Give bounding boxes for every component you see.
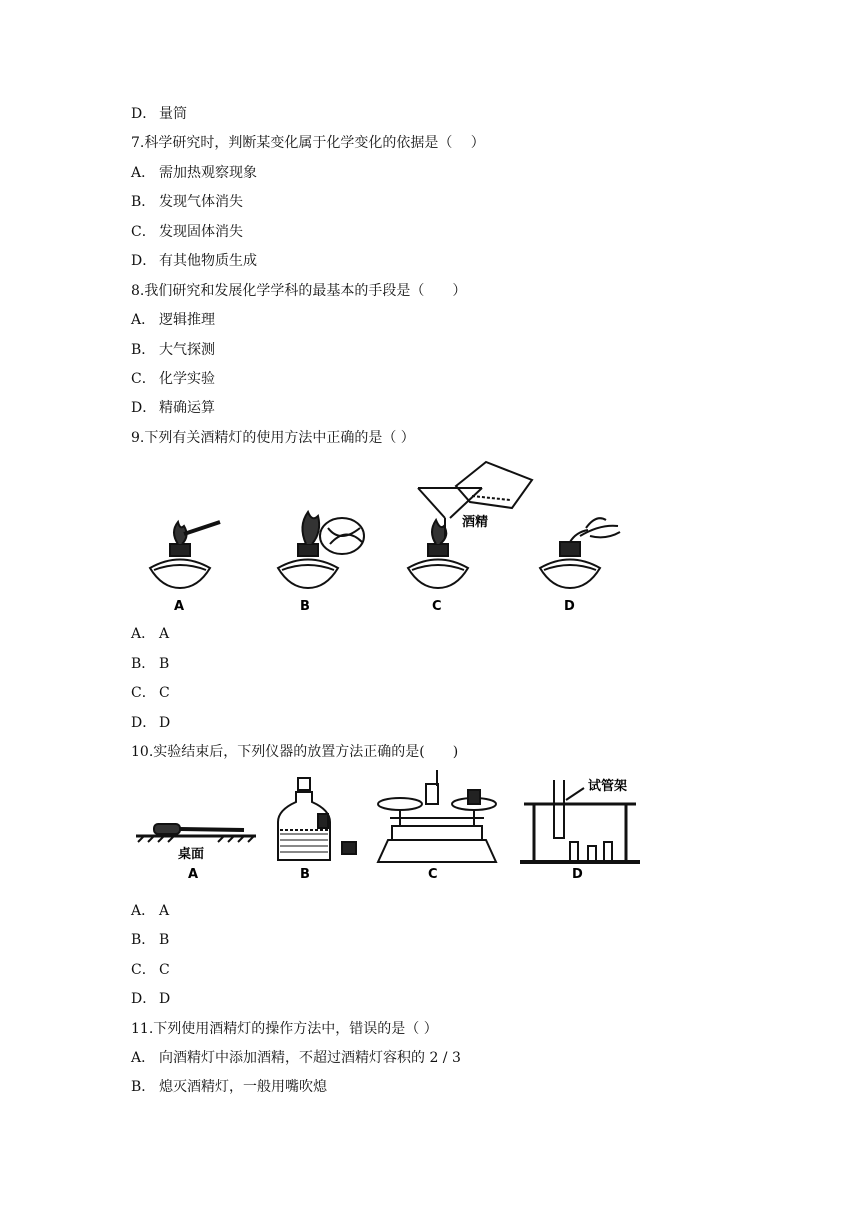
q8-option-a [131,310,215,330]
figure-label-c: C [428,867,438,882]
q8-option-c [131,369,215,389]
lamp-b-icon [278,512,364,588]
q8-option-b [131,340,215,360]
option-text: 需加热观察现象 [159,165,257,181]
option-label: B． [131,194,156,210]
figure-label-b: B [300,867,310,882]
option-label: C． [131,962,156,978]
option-text: D [159,715,171,731]
rack-label: 试管架 [588,779,628,794]
option-text: A [159,903,170,919]
option-text: C [159,962,170,978]
option-text: B [159,656,170,672]
option-label: A． [131,903,156,919]
question-10: 10.实验结束后，下列仪器的放置方法正确的是( ) [131,744,459,760]
option-label: D． [131,253,157,269]
q7-option-c [131,222,243,242]
lamp-a-icon [150,522,220,588]
figure-label-b: B [300,599,310,614]
option-label: C． [131,224,156,240]
option-text: 化学实验 [159,371,215,387]
option-label: A． [131,1050,156,1066]
q10-option-c [131,960,170,980]
q7-option-d [131,251,257,271]
question-9: 9.下列有关酒精灯的使用方法中正确的是（ ） [131,430,415,446]
q11-option-b [131,1077,327,1097]
option-text: 发现气体消失 [159,194,243,210]
q10-option-d [131,989,170,1009]
question-8: 8.我们研究和发展化学学科的最基本的手段是（ ） [131,283,467,299]
option-text: 发现固体消失 [159,224,243,240]
option-text: 大气探测 [159,342,215,358]
q8-option-d [131,398,215,418]
option-label: B． [131,342,156,358]
option-label: A． [131,626,156,642]
option-text: 熄灭酒精灯，一般用嘴吹熄 [159,1079,327,1095]
q10-option-b [131,930,169,950]
alcohol-callout: 酒精 [462,515,489,530]
option-label: B． [131,932,156,948]
figure-label-d: D [564,599,575,614]
option-d-prev [131,104,187,124]
option-text: A [159,626,170,642]
q7-option-a [131,163,257,183]
q9-option-c [131,683,170,703]
option-text: 有其他物质生成 [159,253,257,269]
option-label: C． [131,371,156,387]
option-label: C． [131,685,156,701]
lamp-d-icon [540,518,620,588]
q9-option-b [131,654,169,674]
figure-label-c: C [432,599,442,614]
option-text: 逻辑推理 [159,312,215,328]
option-label: A． [131,312,156,328]
option-text: 向酒精灯中添加酒精，不超过酒精灯容积的 2 / 3 [159,1050,461,1066]
q10-option-a [131,901,169,921]
q9-option-d [131,713,170,733]
option-label: D． [131,715,157,731]
option-label: A． [131,165,156,181]
table-label: 桌面 [178,847,205,862]
option-label: D． [131,106,157,122]
q11-option-a [131,1048,461,1068]
reagent-bottle-icon [278,778,356,860]
instrument-placement-figure [134,770,650,882]
figure-label-a: A [188,867,199,882]
q7-option-b [131,192,243,212]
option-label: B． [131,1079,156,1095]
dropper-on-table-icon [136,824,256,842]
balance-icon [378,770,496,862]
option-text: 量筒 [159,106,187,122]
option-label: D． [131,991,157,1007]
question-11: 11.下列使用酒精灯的操作方法中，错误的是（ ） [131,1021,438,1037]
option-text: B [159,932,170,948]
option-text: D [159,991,171,1007]
figure-label-a: A [174,599,185,614]
option-label: B． [131,656,156,672]
option-text: 精确运算 [159,400,215,416]
alcohol-lamp-figure [140,456,650,616]
question-7: 7.科学研究时，判断某变化属于化学变化的依据是（ ） [131,135,485,151]
q9-option-a [131,624,169,644]
option-text: C [159,685,170,701]
option-label: D． [131,400,157,416]
figure-label-d: D [572,867,583,882]
